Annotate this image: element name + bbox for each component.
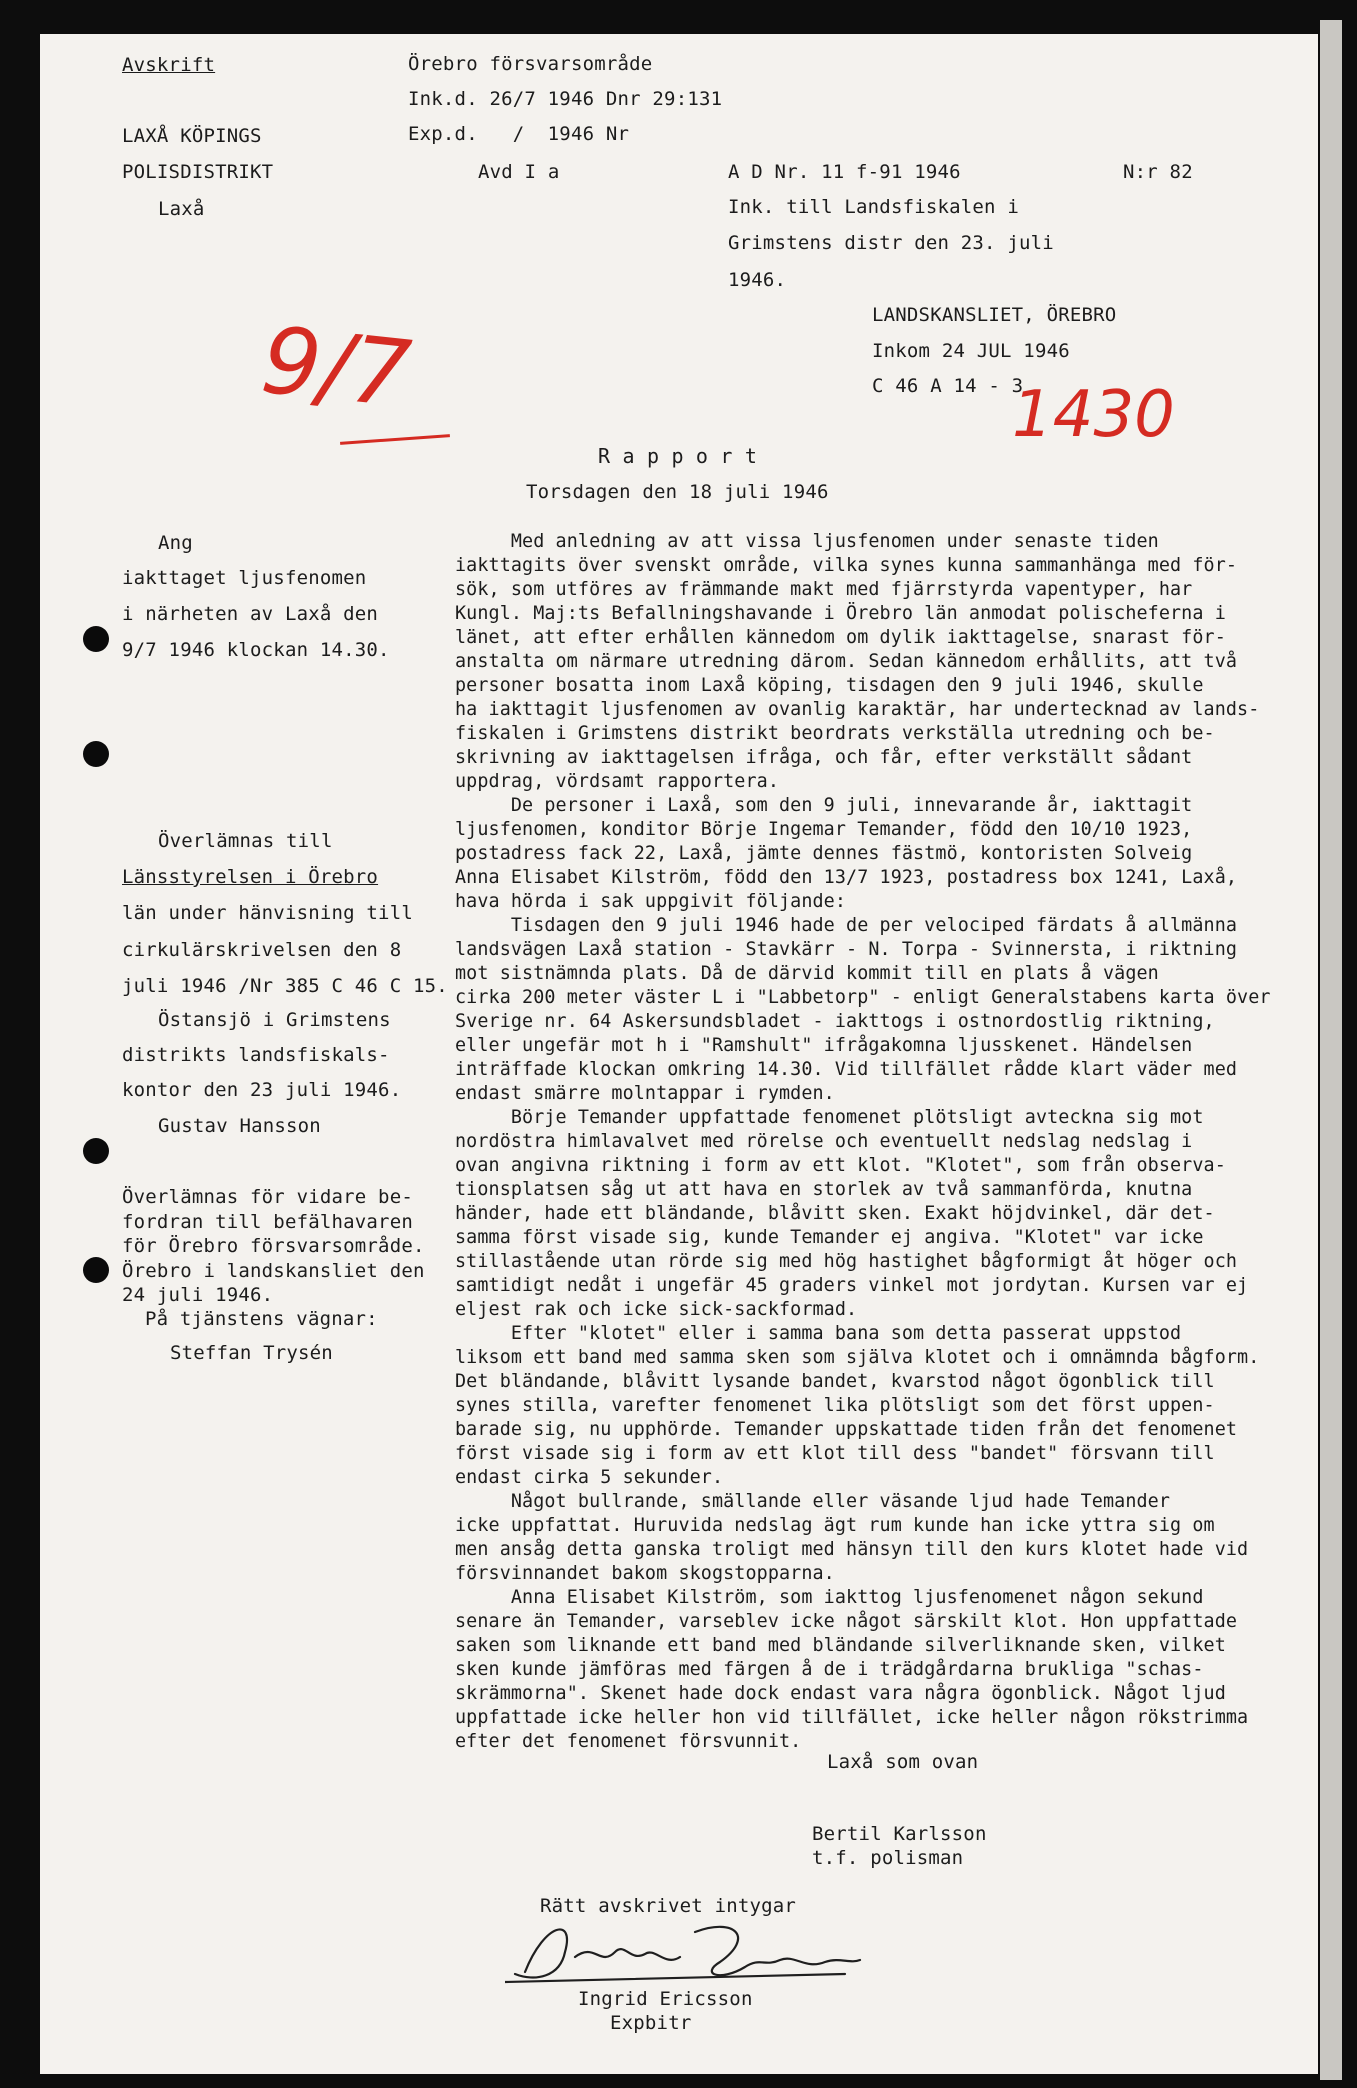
body-line: tionsplatsen såg ut att hava en storlek av två sammanförda, knutna <box>455 1179 1193 1200</box>
forward-note-2-line: 24 juli 1946. <box>122 1284 274 1306</box>
body-line: Efter "klotet" eller i samma bana som detta passerat uppstod <box>455 1323 1182 1344</box>
body-line: Något bullrande, smällande eller väsande ljud hade Temander <box>455 1491 1171 1512</box>
body-line: försvinnandet bakom skogstopparna. <box>455 1563 835 1584</box>
body-line: saken som liknande ett band med bländande silverliknande sken, vilket <box>455 1635 1226 1656</box>
body-line: icke uppfattat. Huruvida nedslag ägt rum kunde han icke yttra sig om <box>455 1515 1215 1536</box>
body-line: sök, som utföres av främmande makt med fjärrstyrda vapentyper, har <box>455 579 1193 600</box>
forsvar-expd: Exp.d. / 1946 Nr <box>408 123 630 145</box>
forward-note-line: kontor den 23 juli 1946. <box>122 1079 402 1101</box>
report-title: R a p p o r t <box>598 444 758 468</box>
avskrift-label: Avskrift <box>122 54 216 76</box>
body-line: Kungl. Maj:ts Befallningshavande i Örebro län anmodat polischeferna i <box>455 603 1226 624</box>
certifier-name: Ingrid Ericsson <box>578 1988 753 2010</box>
body-line: ovan angivna riktning i form av ett klot. "Klotet", som från observa- <box>455 1155 1226 1176</box>
body-line: länet, att efter erhållen kännedom om dylik iakttagelse, snarast för- <box>455 627 1226 648</box>
body-line: anstalta om närmare utredning därom. Sedan kännedom erhållits, att två <box>455 651 1238 672</box>
signer-title: t.f. polisman <box>812 1847 964 1869</box>
forward-note-2-line: fordran till befälhavaren <box>122 1211 413 1233</box>
handwritten-number: 1430 <box>1012 378 1175 452</box>
stamp-line-2: Inkom 24 JUL 1946 <box>872 340 1070 362</box>
body-line: liksom ett band med samma sken som själva klotet och i omnämnda bågform. <box>455 1347 1260 1368</box>
office-line-1: LAXÅ KÖPINGS <box>122 125 262 147</box>
body-line: Det bländande, blåvitt lysande bandet, kvarstod något ögonblick till <box>455 1371 1215 1392</box>
subject-line: i närheten av Laxå den <box>122 603 379 625</box>
certifier-title: Expbitr <box>610 2012 692 2034</box>
body-line: uppfattade icke heller hon vid tillfället, icke heller någon rökstrimma <box>455 1707 1249 1728</box>
forward-note-2-line: Överlämnas för vidare be- <box>122 1186 413 1208</box>
ink-line-2: Grimstens distr den 23. juli <box>728 232 1054 254</box>
ad-number: A D Nr. 11 f-91 1946 <box>728 161 961 183</box>
forward-2-signer: Steffan Trysén <box>170 1342 333 1364</box>
report-date: Torsdagen den 18 juli 1946 <box>526 481 829 503</box>
office-line-2: POLISDISTRIKT <box>122 161 274 183</box>
body-line: först visade sig i form av ett klot till dess "bandet" försvann till <box>455 1443 1215 1464</box>
ink-line-3: 1946. <box>728 269 787 291</box>
body-line: sken kunde jämföras med färgen å de i trädgårdarna brukliga "schas- <box>455 1659 1204 1680</box>
body-line: synes stilla, varefter fenomenet lika plötsligt som det först uppen- <box>455 1395 1215 1416</box>
forward-note-2-line: för Örebro försvarsområde. <box>122 1235 425 1257</box>
punch-hole <box>83 626 109 652</box>
body-line: skrämmorna". Skenet hade dock endast vara några ögonblick. Något ljud <box>455 1683 1226 1704</box>
subject-line: iakttaget ljusfenomen <box>122 567 367 589</box>
handwritten-date: 9/7 <box>256 306 416 429</box>
body-line: barade sig, nu upphörde. Temander uppskattade tiden från det fenomenet <box>455 1419 1238 1440</box>
on-behalf-label: På tjänstens vägnar: <box>145 1308 378 1330</box>
body-line: Anna Elisabet Kilström, som iakttog ljusfenomenet någon sekund <box>455 1587 1204 1608</box>
body-line: samtidigt nedåt i ungefär 45 graders vinkel mot jordytan. Kursen var ej <box>455 1275 1249 1296</box>
forward-signer: Gustav Hansson <box>158 1115 321 1137</box>
stamp-line-1: LANDSKANSLIET, ÖREBRO <box>872 304 1117 326</box>
forsvar-title: Örebro försvarsområde <box>408 53 653 75</box>
subject-line: Ang <box>158 532 193 554</box>
body-line: Tisdagen den 9 juli 1946 hade de per velociped färdats å allmänna <box>455 915 1238 936</box>
body-line: De personer i Laxå, som den 9 juli, innevarande år, iakttagit <box>455 795 1193 816</box>
closing-place: Laxå som ovan <box>827 1751 979 1773</box>
body-line: mot sistnämnda plats. Då de därvid kommit till en plats å vägen <box>455 963 1159 984</box>
body-line: personer bosatta inom Laxå köping, tisdagen den 9 juli 1946, skulle <box>455 675 1204 696</box>
signer-name: Bertil Karlsson <box>812 1823 987 1845</box>
body-line: händer, hade ett bländande, blåvitt sken. Exakt höjdvinkel, där det- <box>455 1203 1215 1224</box>
body-line: postadress fack 22, Laxå, jämte dennes fästmö, kontoristen Solveig <box>455 843 1193 864</box>
forward-note-line: juli 1946 /Nr 385 C 46 C 15. <box>122 975 448 997</box>
body-line: landsvägen Laxå station - Stavkärr - N. Torpa - Svinnersta, i riktning <box>455 939 1238 960</box>
forward-note-line: Östansjö i Grimstens <box>158 1009 391 1031</box>
body-line: ljusfenomen, konditor Börje Ingemar Temander, född den 10/10 1923, <box>455 819 1193 840</box>
nr-label: N:r 82 <box>1123 161 1193 183</box>
forsvar-inkd: Ink.d. 26/7 1946 Dnr 29:131 <box>408 88 723 110</box>
body-line: skrivning av iakttagelsen ifråga, och får, efter verkställt sådant <box>455 747 1193 768</box>
office-line-3: Laxå <box>158 198 205 220</box>
body-line: endast smärre molntappar i rymden. <box>455 1083 835 1104</box>
body-line: samma först visade sig, kunde Temander ej angiva. "Klotet" var icke <box>455 1227 1204 1248</box>
subject-line: 9/7 1946 klockan 14.30. <box>122 639 390 661</box>
avd-label: Avd I a <box>478 161 560 183</box>
body-line: cirka 200 meter väster L i "Labbetorp" - enligt Generalstabens karta över <box>455 987 1271 1008</box>
body-line: iakttagits över svenskt område, vilka synes kunna sammanhänga med för- <box>455 555 1238 576</box>
handwritten-signature <box>505 1912 865 1992</box>
forward-note-line: cirkulärskrivelsen den 8 <box>122 939 402 961</box>
forward-note-line: distrikts landsfiskals- <box>122 1044 390 1066</box>
body-line: Sverige nr. 64 Askersundsbladet - iakttogs i ostnordostlig riktning, <box>455 1011 1215 1032</box>
body-line: inträffade klockan omkring 14.30. Vid tillfället rådde klart väder med <box>455 1059 1238 1080</box>
body-line: senare än Temander, varseblev icke något särskilt klot. Hon uppfattade <box>455 1611 1238 1632</box>
body-line: hava hörda i sak uppgivit följande: <box>455 891 847 912</box>
body-line: Anna Elisabet Kilström, född den 13/7 1923, postadress box 1241, Laxå, <box>455 867 1238 888</box>
body-line: ha iakttagit ljusfenomen av ovanlig karaktär, har undertecknad av lands- <box>455 699 1260 720</box>
forward-note-2-line: Örebro i landskansliet den <box>122 1260 425 1282</box>
body-line: fiskalen i Grimstens distrikt beordrats verkställa utredning och be- <box>455 723 1215 744</box>
body-line: uppdrag, vördsamt rapportera. <box>455 771 779 792</box>
body-line: eller ungefär mot h i "Ramshult" ifrågakomna ljusskenet. Händelsen <box>455 1035 1193 1056</box>
body-line: men ansåg detta ganska troligt med hänsyn till den kurs klotet hade vid <box>455 1539 1249 1560</box>
punch-hole <box>83 1138 109 1164</box>
forward-note-line: Överlämnas till <box>158 830 333 852</box>
body-line: Med anledning av att vissa ljusfenomen under senaste tiden <box>455 531 1159 552</box>
punch-hole <box>83 741 109 767</box>
body-line: Börje Temander uppfattade fenomenet plötsligt avteckna sig mot <box>455 1107 1204 1128</box>
certification-label: Rätt avskrivet intygar <box>540 1895 797 1917</box>
stamp-line-3: C 46 A 14 - 3 <box>872 375 1024 397</box>
ink-line-1: Ink. till Landsfiskalen i <box>728 196 1019 218</box>
forward-note-line: län under hänvisning till <box>122 902 413 924</box>
forward-note-line: Länsstyrelsen i Örebro <box>122 866 379 888</box>
body-line: efter det fenomenet försvunnit. <box>455 1731 802 1752</box>
punch-hole <box>83 1257 109 1283</box>
page-edge <box>1320 20 1342 2080</box>
body-line: endast cirka 5 sekunder. <box>455 1467 724 1488</box>
body-line: stillastående utan rörde sig med hög hastighet bågformigt åt höger och <box>455 1251 1238 1272</box>
body-line: eljest rak och icke sick-sackformad. <box>455 1299 858 1320</box>
body-line: nordöstra himlavalvet med rörelse och eventuellt nedslag nedslag i <box>455 1131 1193 1152</box>
